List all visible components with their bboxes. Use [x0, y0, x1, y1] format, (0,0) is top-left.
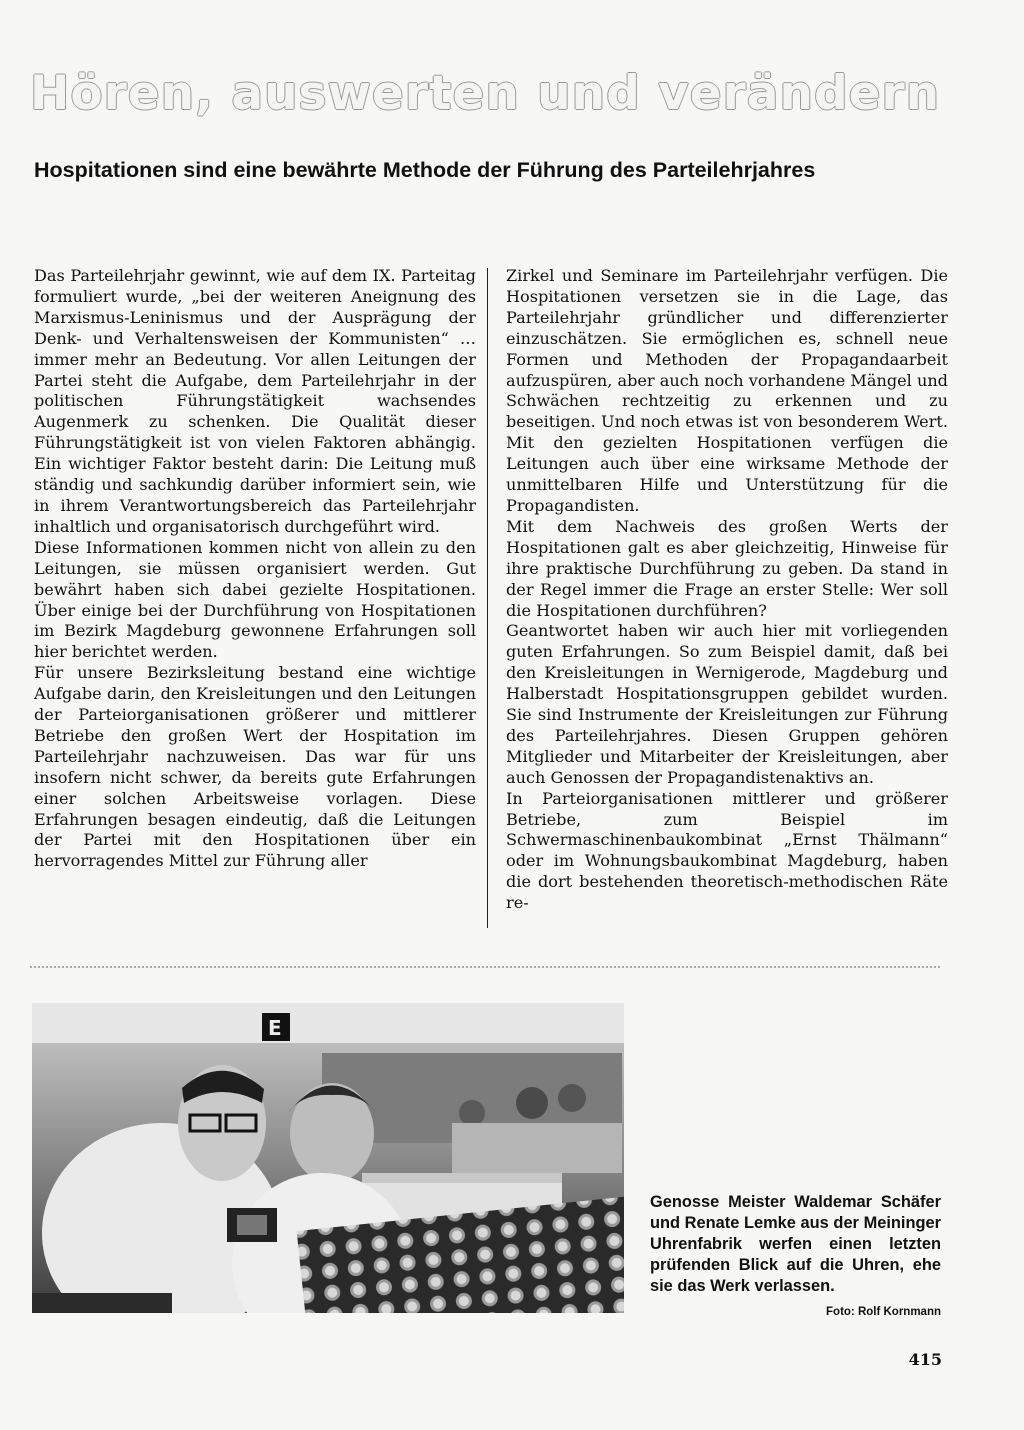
photo-caption: Genosse Meister Waldemar Schäfer und Renate Lemke aus der Meininger Uhrenfabrik werfen einen letzten prüfenden Blick auf die Uhren, ehe sie das Werk verlassen. — [650, 1193, 941, 1295]
paragraph: Das Parteilehrjahr gewinnt, wie auf dem IX. Parteitag formuliert wurde, „bei der weiteren Aneignung des Marxismus-Leninismus und der Ausprägung der Denk- und Verhaltensweisen der Kommunisten“ … immer mehr an Bedeutung. Vor allen Leitungen der Partei steht die Aufgabe, dem Parteilehrjahr in der politischen Führungstätigkeit wachsendes Augenmerk zu schenken. Die Qualität dieser Führungstätigkeit ist von vielen Faktoren abhängig. Ein wichtiger Faktor besteht darin: Die Leitung muß ständig und sachkundig darüber informiert sein, wie in ihrem Verantwortungsbereich das Parteilehrjahr inhaltlich und organisatorisch durchgeführt wird. — [34, 266, 476, 536]
dotted-separator — [30, 966, 940, 968]
paragraph: In Parteiorganisationen mittlerer und größerer Betriebe, zum Beispiel im Schwermaschinenbaukombinat „Ernst Thälmann“ oder im Wohnungsbaukombinat Magdeburg, haben die dort bestehenden theoretisch-methodischen Räte re- — [506, 788, 948, 913]
photo-credit: Foto: Rolf Kornmann — [826, 1306, 941, 1318]
paragraph: Für unsere Bezirksleitung bestand eine wichtige Aufgabe darin, den Kreisleitungen und den Leitungen der Parteiorganisationen größerer und mittlerer Betriebe den großen Wert der Hospitation im Parteilehrjahr nachzuweisen. Das war für uns insofern nicht schwer, da bereits gute Erfahrungen einer solchen Arbeitsweise vorlagen. Diese Erfahrungen besagen eindeutig, daß die Leitungen der Partei mit den Hospitationen über ein hervorragendes Mittel zur Führung aller — [34, 663, 476, 871]
page-number: 415 — [908, 1350, 942, 1369]
paragraph: Zirkel und Seminare im Parteilehrjahr verfügen. Die Hospitationen versetzen sie in die Lage, das Parteilehrjahr gründlicher und differenzierter einzuschätzen. Sie ermöglichen es, schnell neue Formen und Methoden der Propagandaarbeit aufzuspüren, aber auch noch vorhandene Mängel und Schwächen rechtzeitig zu erkennen und zu beseitigen. Und noch etwas ist von besonderem Wert. Mit den gezielten Hospitationen verfügen die Leitungen auch über eine wirksame Methode der unmittelbaren Hilfe und Unterstützung für die Propagandisten. — [506, 266, 948, 515]
page-headline: Hören, auswerten und verändern — [30, 66, 941, 121]
sign-letter: E — [268, 1016, 282, 1040]
article-column-right — [506, 266, 948, 938]
paragraph: Geantwortet haben wir auch hier mit vorliegenden guten Erfahrungen. So zum Beispiel damit, daß bei den Kreisleitungen in Wernigerode, Magdeburg und Halberstadt Hospitationsgruppen gebildet wurden. Sie sind Instrumente der Kreisleitungen zur Führung des Parteilehrjahres. Diesen Gruppen gehören Mitglieder und Mitarbeiter der Kreisleitungen, aber auch Genossen der Propagandistenaktivs an. — [506, 621, 948, 787]
article-column-left — [34, 266, 476, 938]
paragraph: Diese Informationen kommen nicht von allein zu den Leitungen, sie müssen organisiert werden. Gut bewährt haben sich dabei gezielte Hospitationen. Über einige bei der Durchführung von Hospitationen im Bezirk Magdeburg gewonnene Erfahrungen soll hier berichtet werden. — [34, 537, 476, 662]
factory-photo — [32, 1003, 624, 1313]
column-divider — [487, 268, 488, 928]
page-subtitle: Hospitationen sind eine bewährte Methode der Führung des Parteilehrjahres — [34, 158, 816, 182]
paragraph: Mit dem Nachweis des großen Werts der Hospitationen galt es aber gleichzeitig, Hinweise für ihre praktische Durchführung zu geben. Da stand in der Regel immer die Frage an erster Stelle: Wer soll die Hospitationen durchführen? — [506, 516, 948, 620]
